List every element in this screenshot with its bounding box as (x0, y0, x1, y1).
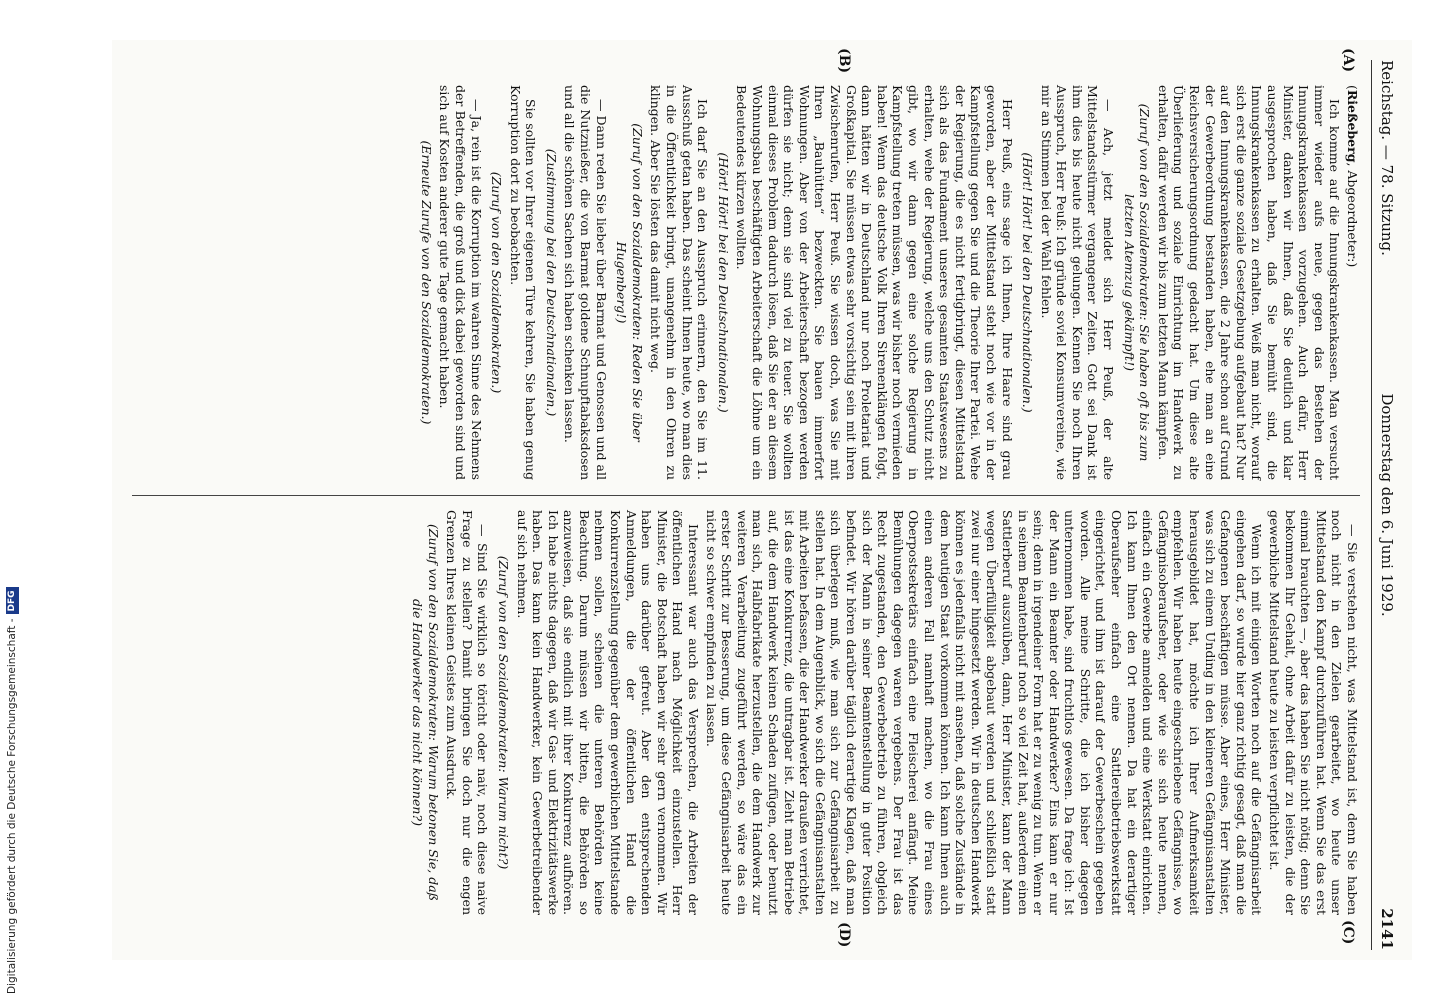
column-divider (132, 495, 1360, 496)
header-session: Reichstag. — 78. Sitzung. (1378, 60, 1396, 256)
margin-mark-c: (C) (1340, 920, 1356, 945)
margin-mark-d: (D) (836, 922, 852, 948)
paragraph: — Ja, rein ist die Korruption im wahren Sinne des Nehmens der Betreffenden, die groß und dick dabei geworden sind und sich auf Kosten anderer gute Tage gemacht haben. (437, 85, 484, 480)
footer-text (2, 590, 22, 994)
page-header (1371, 60, 1400, 950)
paragraph: Sie sollten vor Ihrer eigenen Türe kehren, Sie haben genug Korruption dort zu beobachten. (507, 85, 539, 480)
right-column-text (409, 510, 1360, 915)
dfg-logo: DFG (6, 587, 19, 614)
paragraph: (Hört! Hört! bei den Deutschnationalen.) (715, 152, 731, 413)
paragraph: (Zuruf von den Sozialdemokraten: Warum betonen Sie, daß die Handwerker das nicht können?) (409, 523, 441, 902)
digitization-footer (2, 590, 24, 994)
paragraph: — Sie verstehen nicht, was Mittelstand ist, denn Sie haben noch nicht in den Zielen gearbeitet, wo heute unser Mittelstand den Kampf durchzuführen hat. Wenn Sie das erst einmal brauchten —, aber das haben Sie nicht nötig; denn Sie bekommen Ihr Gehalt, ohne Arbeit dafür zu leisten, die der gewerbliche Mittelstand heute zu leisten verpflichtet ist. (1267, 510, 1360, 915)
paragraph: Interessant war auch das Versprechen, die Arbeiten der öffentlichen Hand nach Möglichkeit einzustellen. Herr Minister, die Botschaft haben wir sehr gern vernommen. Wir haben uns darüber gefreut. Aber den entsprechenden Anmeldungen, die der öffentlichen Hand die Konkurrenzstellung gegenüber dem gewerblichen Mittelstande nehmen sollen, scheinen die unteren Behörden keine Beachtung. Darum müssen wir bitten, die Behörden so anzuweisen, daß sie endlich mit ihrer Konkurrenz aufhören. Ich habe nichts dagegen, daß wir Gas- und Elektrizitätswerke haben. Das kann kein Handwerker, kein Gewerbetreibender auf sich nehmen. (514, 510, 702, 915)
left-column-text (418, 85, 1342, 480)
page-number: 2141 (1378, 908, 1396, 950)
right-column (122, 510, 1360, 915)
paragraph: (Zuruf von den Sozialdemokraten.) (489, 171, 505, 394)
header-date: Donnerstag den 6. Juni 1929. (1378, 393, 1396, 617)
paragraph: — Ach, jetzt meldet sich Herr Peuß, der alte Mittelstandsstürmer vergangener Zeiten. Gott sei Dank ist ihm dies bis heute nicht gelungen. Kennen Sie noch Ihren Ausspruch, Herr Peuß: Ich gründe soviel Konsumvereine, wie mir an Stimmen bei der Wahl fehlen. (1038, 85, 1117, 480)
paragraph: (Hört! Hört! bei den Deutschnationalen.) (1020, 152, 1036, 413)
speaker-role: Abgeordneter: (1345, 170, 1360, 263)
speaker-name: Rießeberg (1345, 89, 1360, 163)
paragraph: (Zustimmung bei den Deutschnationalen.) (543, 148, 559, 417)
margin-mark-a: (A) (1340, 48, 1356, 73)
footer-credit: Digitalisierung gefördert durch die Deutsche Forschungsgemeinschaft - (6, 618, 18, 994)
paragraph: (Erneute Zurufe von den Sozialdemokraten.) (418, 140, 434, 425)
paragraph: Ich darf Sie an den Ausspruch erinnern, den Sie im 11. Ausschuß getan haben. Das scheint Ihnen heute, wo man dies in die Öffentlichkeit bringt, unangenehm in den Ohren zu klingen. Aber Sie lösten das damit nicht weg. (648, 85, 711, 480)
paragraph: (Zuruf von den Sozialdemokraten: Warum nicht?) (495, 555, 511, 870)
speaker-line: (Rießeberg, Abgeordneter:) (1345, 85, 1360, 268)
paragraph: Herr Peuß, eins sage ich Ihnen, Ihre Haare sind grau geworden, aber der Mittelstand steht noch wie vor in der Kampfstellung gegen Sie und die Theorie Ihrer Partei. Wehe der Regierung, die es nicht fertigbringt, diesen Mittelstand sich als das Fundament unseres gesamten Staatswesens zu erhalten, wehe der Regierung, welche uns den Schutz nicht gibt, wo wir dann gegen eine solche Regierung in Kampfstellung treten müssen, was wir bisher noch vermieden haben! Wenn das deutsche Volk Ihren Sirenenklängen folgt, dann hätten wir in Deutschland nur noch Proletariat und Großkapital. Sie müssen etwas sehr vorsichtig sein mit ihren Zwischenrufen, Herr Peuß. Sie wissen doch, was Sie mit Ihren „Bauhütten“ bezweckten. Sie bauen immerfort Wohnungen. Aber von der Arbeiterschaft bezogen werden dürfen sie nicht; denn sie sind viel zu teuer. Sie wollten einmal dieses Problem dadurch lösen, daß Sie der an diesem Wohnungsbau beschäftigten Arbeiterschaft die Löhne um ein Bedeutendes kürzen wollten. (734, 85, 1015, 480)
paragraph: — Sind Sie wirklich so töricht oder naiv, noch diese naive Frage zu stellen? Damit bringen Sie doch nur die engen Grenzen Ihres kleinen Geistes zum Ausdruck. (444, 510, 491, 915)
paragraph: (Zuruf von den Sozialdemokraten: Reden Sie über Hugenberg!) (614, 123, 645, 442)
margin-mark-b: (B) (836, 48, 852, 74)
paragraph: — Dann reden Sie lieber über Barmat und Genossen und all die Nutznießer, die von Barmat goldene Schnupftabaksdosen und all die schönen Sachen sich haben schenken lassen. (562, 85, 609, 480)
paragraph: Ich komme auf die Innungskrankenkassen. Man versucht immer wieder aufs neue, gegen das Bestehen der Innungskrankenkassen vorzugehen. Auch dafür, Herr Minister, danken wir Ihnen, daß Sie deutlich und klar ausgesprochen haben, daß Sie bemüht sind, die Innungskrankenkassen zu erhalten. Weiß man nicht, worauf sich erst die ganze soziale Gesetzgebung aufgebaut hat? Nur auf den Innungskrankenkassen, die 2 Jahre schon auf Grund der Gewerbeordnung bestanden haben, ehe man an eine Reichsversicherungsordnung gedacht hat. Um diese alte Überlieferung und soziale Einrichtung im Handwerk zu erhalten, dafür werden wir bis zum letzten Mann kämpfen. (1155, 85, 1343, 480)
left-column (122, 85, 1360, 480)
scanned-page (112, 40, 1412, 960)
paragraph: Wenn ich mit einigen Worten noch auf die Gefängnisarbeit eingehen darf, so wurde hier ganz richtig gesagt, daß man die Gefangenen beschäftigen müsse. Aber eines, Herr Minister, was sich zu einem Unding in den kleineren Gefängnisanstalten herausgebildet hat, möchte ich Ihrer Aufmerksamkeit empfehlen. Wir haben heute eingeschriebene Gefängnisse, wo Gefängnisoberaufseher, oder wie sie sich heute nennen, einfach ein Gewerbe anmelden und eine Werkstatt einrichten. Ich kann Ihnen den Ort nennen. Da hat ein derartiger Oberaufseher einfach eine Sattlereibetriebswerkstatt eingerichtet, und ihm ist darauf der Gewerbeschein gegeben worden. Alle meine Schritte, die ich bisher dagegen unternommen habe, sind fruchtlos gewesen. Da frage ich: Ist der Mann ein Beamter oder Handwerker? Eins kann er nur sein; denn in irgendeiner Form hat er zu wenig zu tun. Wenn er in seinem Beamtenberuf noch so viel Zeit hat, außerdem einen Sattlerberuf auszuüben, dann, Herr Minister, kann der Mann wegen Überfülligkeit abgebaut werden und schließlich statt zwei nur einer hingesetzt werden. Wir in deutschen Handwerk können es jedenfalls nicht mit ansehen, daß solche Zustände in dem heutigen Staat vorkommen können. Ich kann Ihnen auch einen anderen Fall namhaft machen, wo die Frau eines Oberpostsekretärs einfach eine Fleischerei anfängt. Meine Bemühungen dagegen waren vergebens. Der Frau ist das Recht zugestanden, den Gewerbebetrieb zu führen, obgleich sich der Mann in seiner Beamtenstellung in guter Position befindet. Wir hören darüber täglich derartige Klagen, daß man sich überlegen muß, wie man sich zur Gefängnisarbeit zu stellen hat. In dem Augenblick, wo sich die Gefängnisanstalten mit Arbeiten befassen, die der Handwerker draußen verrichtet, ist das eine Konkurrenz, die untragbar ist. Zieht man Betriebe auf, die dem Handwerk keinen Schaden zufügen, oder benutzt man sich, Halbfabrikate herzustellen, die dem Handwerk zur weiteren Verarbeitung zugeführt werden, so wäre das ein erster Schritt zur Besserung, um diese Gefängnisarbeit heute nicht so schwer empfinden zu lassen. (703, 510, 1265, 915)
paragraph: (Zuruf von den Sozialdemokraten: Sie haben oft bis zum letzten Atemzug gekämpft!) (1121, 103, 1153, 462)
